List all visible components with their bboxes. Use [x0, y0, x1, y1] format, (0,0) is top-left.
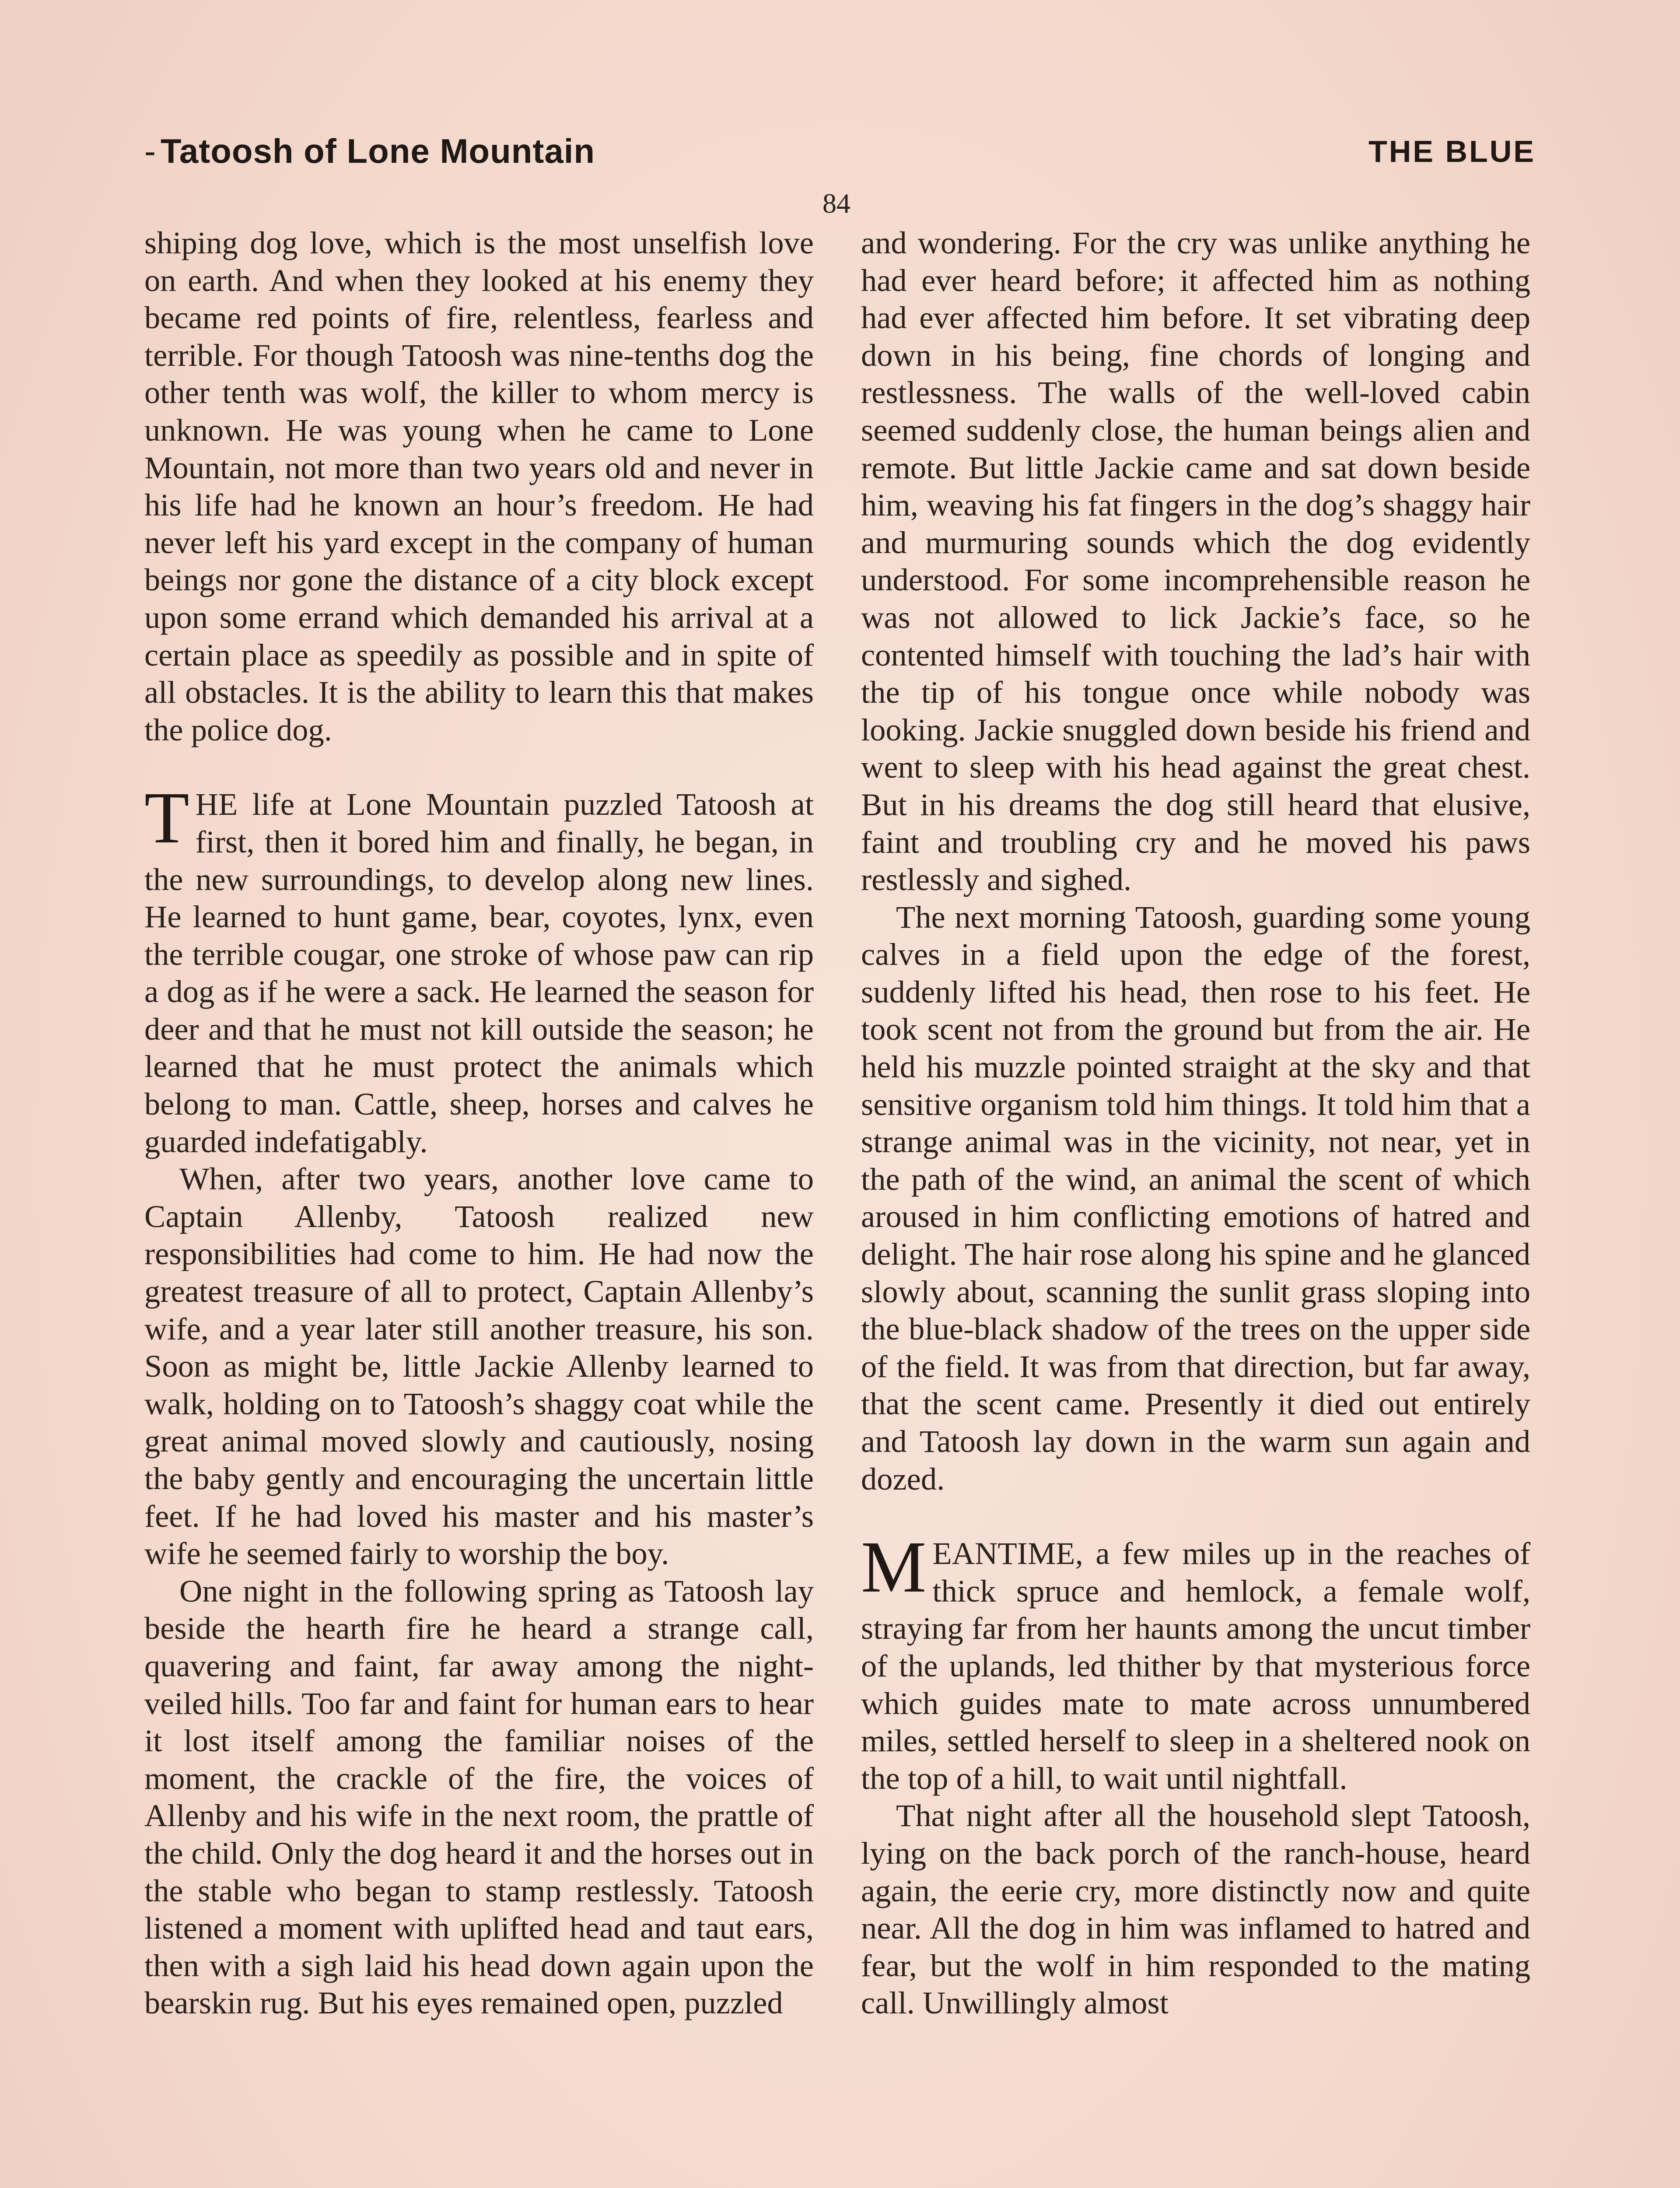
paragraph-text: EANTIME, a few miles up in the reaches of thick spruce and hemlock, a female wolf, straying far from her haunts among the uncut timber of the uplands, led thither by that mysterious force which guides mate to mate across unnumbered miles, settled herself to sleep in a sheltered nook on the top of a hill, to wait until nightfall. [861, 1536, 1530, 1796]
paragraph: One night in the following spring as Tatoosh lay beside the hearth fire he heard a strange call, quavering and faint, far away among the night-veiled hills. Too far and faint for human ears to hear it lost itself among the familiar noises of the moment, the crackle of the fire, the voices of Allenby and his wife in the next room, the prattle of the child. Only the dog heard it and the horses out in the stable who began to stamp restlessly. Tatoosh listened a moment with uplifted head and taut ears, then with a sigh laid his head down again upon the bearskin rug. But his eyes remained open, puzzled [144, 1573, 814, 2021]
magazine-name: THE BLUE [1368, 134, 1536, 168]
page-number: 84 [822, 188, 850, 219]
paragraph: and wondering. For the cry was unlike anything he had ever heard before; it affected him as nothing had ever affected him before. It set vibrating deep down in his being, fine chords of longing and restlessness. The walls of the well-loved cabin seemed suddenly close, the human beings alien and remote. But little Jackie came and sat down beside him, weaving his fat fingers in the dog’s shaggy hair and murmuring sounds which the dog evidently understood. For some incomprehensible reason he was not allowed to lick Jackie’s face, so he contented himself with touching the lad’s hair with the tip of his tongue once while nobody was looking. Jackie snuggled down beside his friend and went to sleep with his head against the great chest. But in his dreams the dog still heard that elusive, faint and troubling cry and he moved his paws restlessly and sighed. [861, 225, 1530, 898]
section-paragraph [861, 1526, 1530, 1797]
paragraph: shiping dog love, which is the most unselfish love on earth. And when they looked at his enemy they became red points of fire, relentless, fearless and terrible. For though Tatoosh was nine-tenths dog the other tenth was wolf, the killer to whom mercy is unknown. He was young when he came to Lone Mountain, not more than two years old and never in his life had he known an hour’s freedom. He had never left his yard except in the company of human beings nor gone the distance of a city block except upon some errand which demanded his arrival at a certain place as speedily as possible and in spite of all obstacles. It is the ability to learn this that makes the police dog. [144, 225, 814, 747]
paragraph: That night after all the household slept Tatoosh, lying on the back porch of the ranch-house, heard again, the eerie cry, more distinctly now and quite near. All the dog in him was inflamed to hatred and fear, but the wolf in him responded to the mating call. Unwillingly almost [861, 1798, 1530, 2021]
paragraph: The next morning Tatoosh, guarding some young calves in a field upon the edge of the forest, suddenly lifted his head, then rose to his feet. He took scent not from the ground but from the air. He held his muzzle pointed straight at the sky and that sensitive organism told him things. It told him that a strange animal was in the vicinity, not near, yet in the path of the wind, an animal the scent of which aroused in him conflicting emotions of hatred and delight. The hair rose along his spine and he glanced slowly about, scanning the sunlit grass sloping into the blue-black shadow of the trees on the upper side of the field. It was from that direction, but far away, that the scent came. Presently it died out entirely and Tatoosh lay down in the warm sun again and dozed. [861, 899, 1530, 1497]
story-title: Tatoosh of Lone Mountain [160, 132, 595, 170]
paragraph-text: HE life at Lone Mountain puzzled Tatoosh at first, then it bored him and finally, he began, in the new surroundings, to develop along new lines. He learned to hunt game, bear, coyotes, lynx, even the terrible cougar, one stroke of whose paw can rip a dog as if he were a sack. He learned the season for deer and that he must not kill outside the season; he learned that he must protect the animals which belong to man. Cattle, sheep, horses and calves he guarded indefatigably. [144, 786, 814, 1159]
section-paragraph [144, 777, 814, 1160]
paragraph: When, after two years, another love came to Captain Allenby, Tatoosh realized new responsibilities had come to him. He had now the greatest treasure of all to protect, Captain Allenby’s wife, and a year later still another treasure, his son. Soon as might be, little Jackie Allenby learned to walk, holding on to Tatoosh’s shaggy coat while the great animal moved slowly and cautiously, nosing the baby gently and encouraging the uncertain little feet. If he had loved his master and his master’s wife he seemed fairly to worship the boy. [144, 1161, 814, 1571]
drop-cap: M [861, 1526, 927, 1608]
right-column [861, 224, 1530, 2022]
drop-cap: T [144, 777, 189, 859]
running-title [144, 131, 595, 171]
left-column [144, 224, 814, 2022]
title-dash: - [144, 132, 156, 170]
